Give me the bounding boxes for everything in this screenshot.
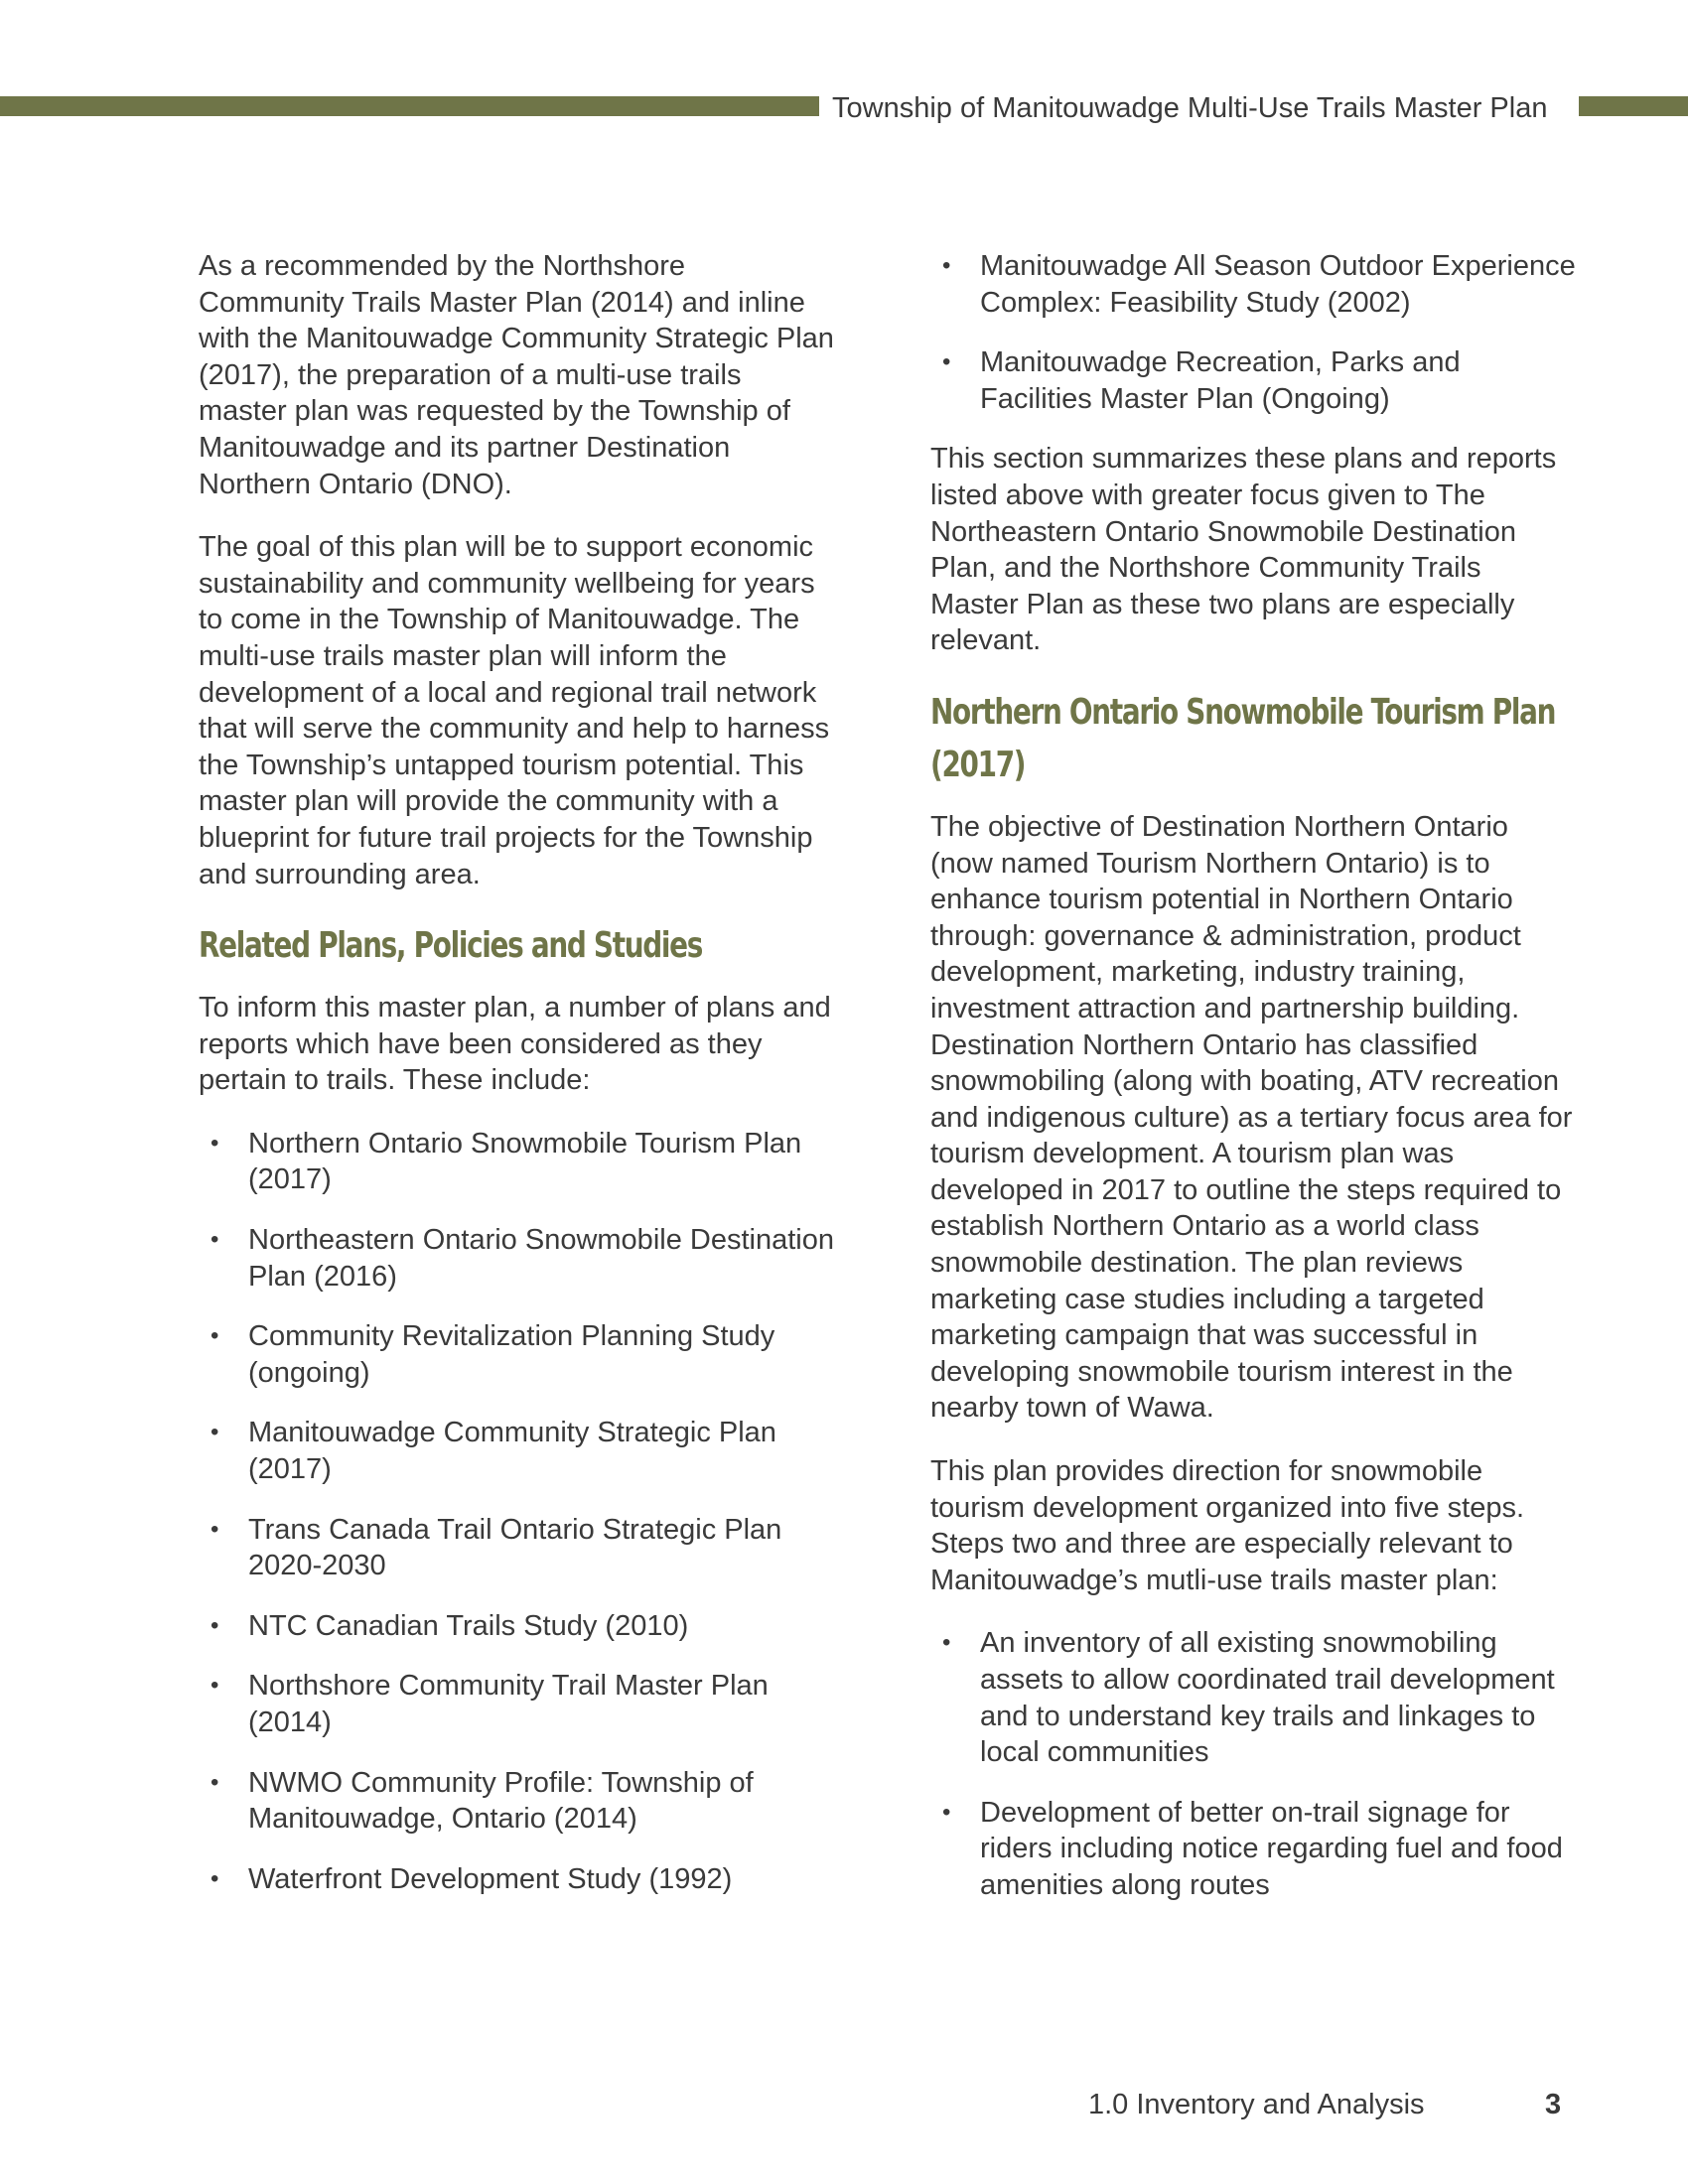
bullet-icon: • bbox=[942, 1798, 951, 1826]
list-item bbox=[199, 1765, 834, 1838]
list-item-text: Northshore Community Trail Master Plan (2014) bbox=[248, 1670, 769, 1738]
related-plans-heading: Related Plans, Policies and Studies bbox=[199, 925, 703, 967]
bullet-icon: • bbox=[211, 1672, 219, 1700]
list-item-text: Manitouwadge Recreation, Parks and Facilities Master Plan (Ongoing) bbox=[980, 346, 1461, 415]
related-plans-intro: To inform this master plan, a number of plans and reports which have been considered as they pertain to trails. These include: bbox=[199, 992, 831, 1097]
summary-paragraph: This section summarizes these plans and reports listed above with greater focus given to The Northeastern Ontario Snowmobile Destination Plan, and the Northshore Community Trails Master Plan as these two plans are especially relevant. bbox=[930, 443, 1557, 657]
list-item-text: Northeastern Ontario Snowmobile Destination Plan (2016) bbox=[248, 1224, 834, 1293]
list-item bbox=[930, 1625, 1576, 1770]
footer-section-label: 1.0 Inventory and Analysis bbox=[1088, 2089, 1425, 2120]
list-item-text: Community Revitalization Planning Study (ongoing) bbox=[248, 1320, 775, 1389]
objective-paragraph: The objective of Destination Northern Ontario (now named Tourism Northern Ontario) is to enhance tourism potential in Northern Ontario through: governance & administration, product development, marketing, industry training, investment attraction and partnership building. Destination Northern Ontario has classified snowmobiling (along with boating, ATV recreation and indigenous culture) as a tertiary focus area for tourism development. A tourism plan was developed in 2017 to outline the steps required to establish Northern Ontario as a world class snowmobile destination. The plan reviews marketing case studies including a targeted marketing campaign that was successful in developing snowmobile tourism interest in the nearby town of Wawa. bbox=[930, 810, 1573, 1425]
list-item bbox=[199, 1415, 834, 1487]
list-item-text: Development of better on-trail signage for riders including notice regarding fuel and food amenities along routes bbox=[980, 1796, 1563, 1901]
related-plans-list-continued bbox=[930, 248, 1576, 417]
bullet-icon: • bbox=[211, 1322, 219, 1350]
list-item-text: Northern Ontario Snowmobile Tourism Plan (2017) bbox=[248, 1127, 802, 1196]
list-item-text: Trans Canada Trail Ontario Strategic Plan 2020-2030 bbox=[248, 1513, 782, 1582]
list-item bbox=[199, 1608, 834, 1645]
list-item-text: Waterfront Development Study (1992) bbox=[248, 1862, 733, 1895]
list-item bbox=[199, 1861, 834, 1898]
list-item bbox=[930, 248, 1576, 321]
bullet-icon: • bbox=[211, 1419, 219, 1446]
header-bar-right bbox=[1579, 96, 1688, 116]
bullet-icon: • bbox=[942, 348, 951, 376]
list-item bbox=[199, 1126, 834, 1198]
list-item-text: NTC Canadian Trails Study (2010) bbox=[248, 1609, 689, 1642]
list-item bbox=[199, 1318, 834, 1391]
running-header-title: Township of Manitouwadge Multi-Use Trails Master Plan bbox=[832, 92, 1548, 124]
bullet-icon: • bbox=[211, 1864, 219, 1892]
goal-paragraph: The goal of this plan will be to support economic sustainability and community wellbeing for years to come in the Township of Manitouwadge. The multi-use trails master plan will inform the development of a local and regional trail network that will serve the community and help to harness the Township’s untapped tourism potential. This master plan will provide the community with a blueprint for future trail projects for the Township and surrounding area. bbox=[199, 531, 830, 890]
bullet-icon: • bbox=[211, 1226, 219, 1254]
direction-paragraph: This plan provides direction for snowmobile tourism development organized into five steps. Steps two and three are especially relevant to Manitouwadge’s mutli-use trails master plan: bbox=[930, 1455, 1525, 1596]
list-item bbox=[199, 1512, 834, 1584]
list-item-text: Manitouwadge All Season Outdoor Experience Complex: Feasibility Study (2002) bbox=[980, 250, 1576, 319]
list-item bbox=[930, 344, 1576, 417]
bullet-icon: • bbox=[942, 1629, 951, 1657]
bullet-icon: • bbox=[942, 252, 951, 279]
bullet-icon: • bbox=[211, 1515, 219, 1543]
steps-list bbox=[930, 1625, 1576, 1903]
list-item-text: NWMO Community Profile: Township of Manitouwadge, Ontario (2014) bbox=[248, 1766, 754, 1836]
intro-paragraph: As a recommended by the Northshore Community Trails Master Plan (2014) and inline with the Manitouwadge Community Strategic Plan (2017), the preparation of a multi-use trails master plan was requested by the Township of Manitouwadge and its partner Destination Northern Ontario (DNO). bbox=[199, 250, 834, 500]
bullet-icon: • bbox=[211, 1768, 219, 1796]
list-item-text: An inventory of all existing snowmobiling assets to allow coordinated trail development and to understand key trails and linkages to local communities bbox=[980, 1627, 1555, 1769]
snowmobile-tourism-heading: Northern Ontario Snowmobile Tourism Plan (2017) bbox=[930, 691, 1556, 785]
header-bar-left bbox=[0, 96, 819, 116]
list-item bbox=[199, 1222, 834, 1295]
left-column bbox=[199, 248, 834, 1921]
list-item bbox=[930, 1795, 1576, 1904]
bullet-icon: • bbox=[211, 1611, 219, 1639]
related-plans-list bbox=[199, 1126, 834, 1898]
list-item bbox=[199, 1668, 834, 1740]
right-column bbox=[930, 248, 1576, 1928]
bullet-icon: • bbox=[211, 1129, 219, 1157]
page-number: 3 bbox=[1545, 2089, 1562, 2120]
list-item-text: Manitouwadge Community Strategic Plan (2017) bbox=[248, 1417, 776, 1486]
